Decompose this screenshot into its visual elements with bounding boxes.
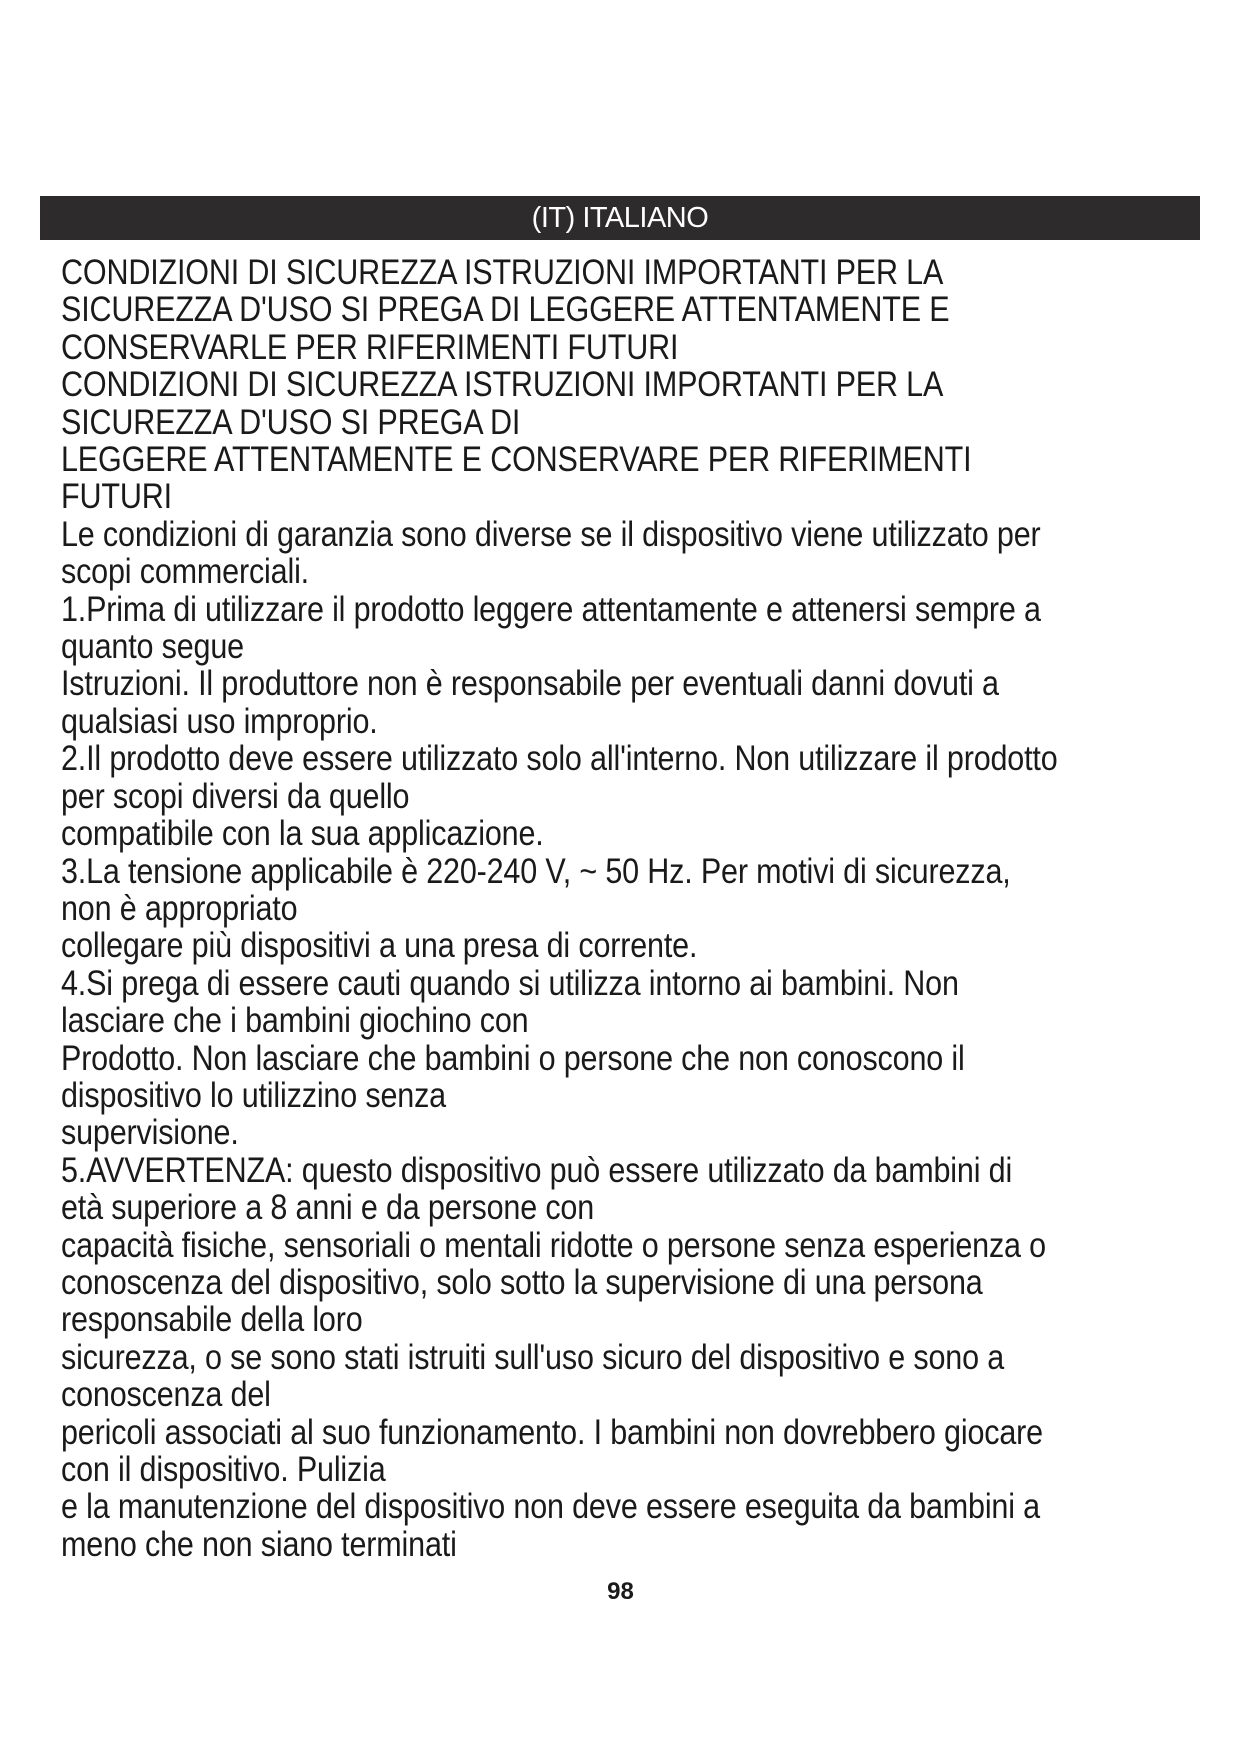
- text-line: con il dispositivo. Pulizia: [61, 1449, 386, 1489]
- text-line: compatibile con la sua applicazione.: [61, 813, 544, 854]
- text-line: collegare più dispositivi a una presa di corrente.: [61, 925, 698, 966]
- text-line: LEGGERE ATTENTAMENTE E CONSERVARE PER RIFERIMENTI: [61, 439, 972, 480]
- text-line: dispositivo lo utilizzino senza: [61, 1074, 446, 1115]
- text-line: responsabile della loro: [61, 1299, 363, 1340]
- text-line: CONDIZIONI DI SICUREZZA ISTRUZIONI IMPORTANTI PER LA: [61, 252, 944, 292]
- text-line: età superiore a 8 anni e da persone con: [61, 1187, 595, 1228]
- text-line: 2.Il prodotto deve essere utilizzato solo all'interno. Non utilizzare il prodotto: [61, 738, 1058, 779]
- text-line: e la manutenzione del dispositivo non deve essere eseguita da bambini a: [61, 1486, 1040, 1527]
- text-line: meno che non siano terminati: [61, 1523, 457, 1564]
- text-line: conoscenza del: [61, 1374, 271, 1415]
- text-line: lasciare che i bambini giochino con: [61, 1000, 529, 1041]
- text-line: SICUREZZA D'USO SI PREGA DI LEGGERE ATTENTAMENTE E: [61, 289, 950, 330]
- text-line: per scopi diversi da quello: [61, 775, 410, 816]
- safety-instructions-text: [61, 254, 1181, 1563]
- text-line: sicurezza, o se sono stati istruiti sull'uso sicuro del dispositivo e sono a: [61, 1336, 1005, 1377]
- text-line: conoscenza del dispositivo, solo sotto la supervisione di una persona: [61, 1261, 983, 1302]
- page-number: 98: [607, 1578, 634, 1605]
- text-line: scopi commerciali.: [61, 551, 309, 592]
- text-line: CONDIZIONI DI SICUREZZA ISTRUZIONI IMPORTANTI PER LA: [61, 364, 944, 405]
- text-line: 5.AVVERTENZA: questo dispositivo può essere utilizzato da bambini di: [61, 1149, 1013, 1190]
- text-line: quanto segue: [61, 626, 244, 667]
- text-line: 3.La tensione applicabile è 220-240 V, ~ 50 Hz. Per motivi di sicurezza,: [61, 850, 1011, 891]
- text-line: 4.Si prega di essere cauti quando si utilizza intorno ai bambini. Non: [61, 962, 959, 1003]
- text-line: non è appropriato: [61, 887, 298, 928]
- text-line: Prodotto. Non lasciare che bambini o persone che non conoscono il: [61, 1037, 965, 1078]
- text-line: CONSERVARLE PER RIFERIMENTI FUTURI: [61, 326, 679, 367]
- language-label: (IT) ITALIANO: [531, 201, 709, 234]
- text-line: capacità fisiche, sensoriali o mentali ridotte o persone senza esperienza o: [61, 1224, 1046, 1265]
- text-line: qualsiasi uso improprio.: [61, 700, 378, 741]
- text-line: Istruzioni. Il produttore non è responsabile per eventuali danni dovuti a: [61, 663, 999, 704]
- text-line: FUTURI: [61, 476, 172, 517]
- text-line: supervisione.: [61, 1112, 239, 1153]
- language-header-bar: [40, 196, 1200, 240]
- text-line: SICUREZZA D'USO SI PREGA DI: [61, 401, 521, 442]
- text-line: pericoli associati al suo funzionamento. I bambini non dovrebbero giocare: [61, 1411, 1043, 1452]
- text-line: 1.Prima di utilizzare il prodotto leggere attentamente e attenersi sempre a: [61, 588, 1041, 629]
- text-line: Le condizioni di garanzia sono diverse se il dispositivo viene utilizzato per: [61, 513, 1041, 554]
